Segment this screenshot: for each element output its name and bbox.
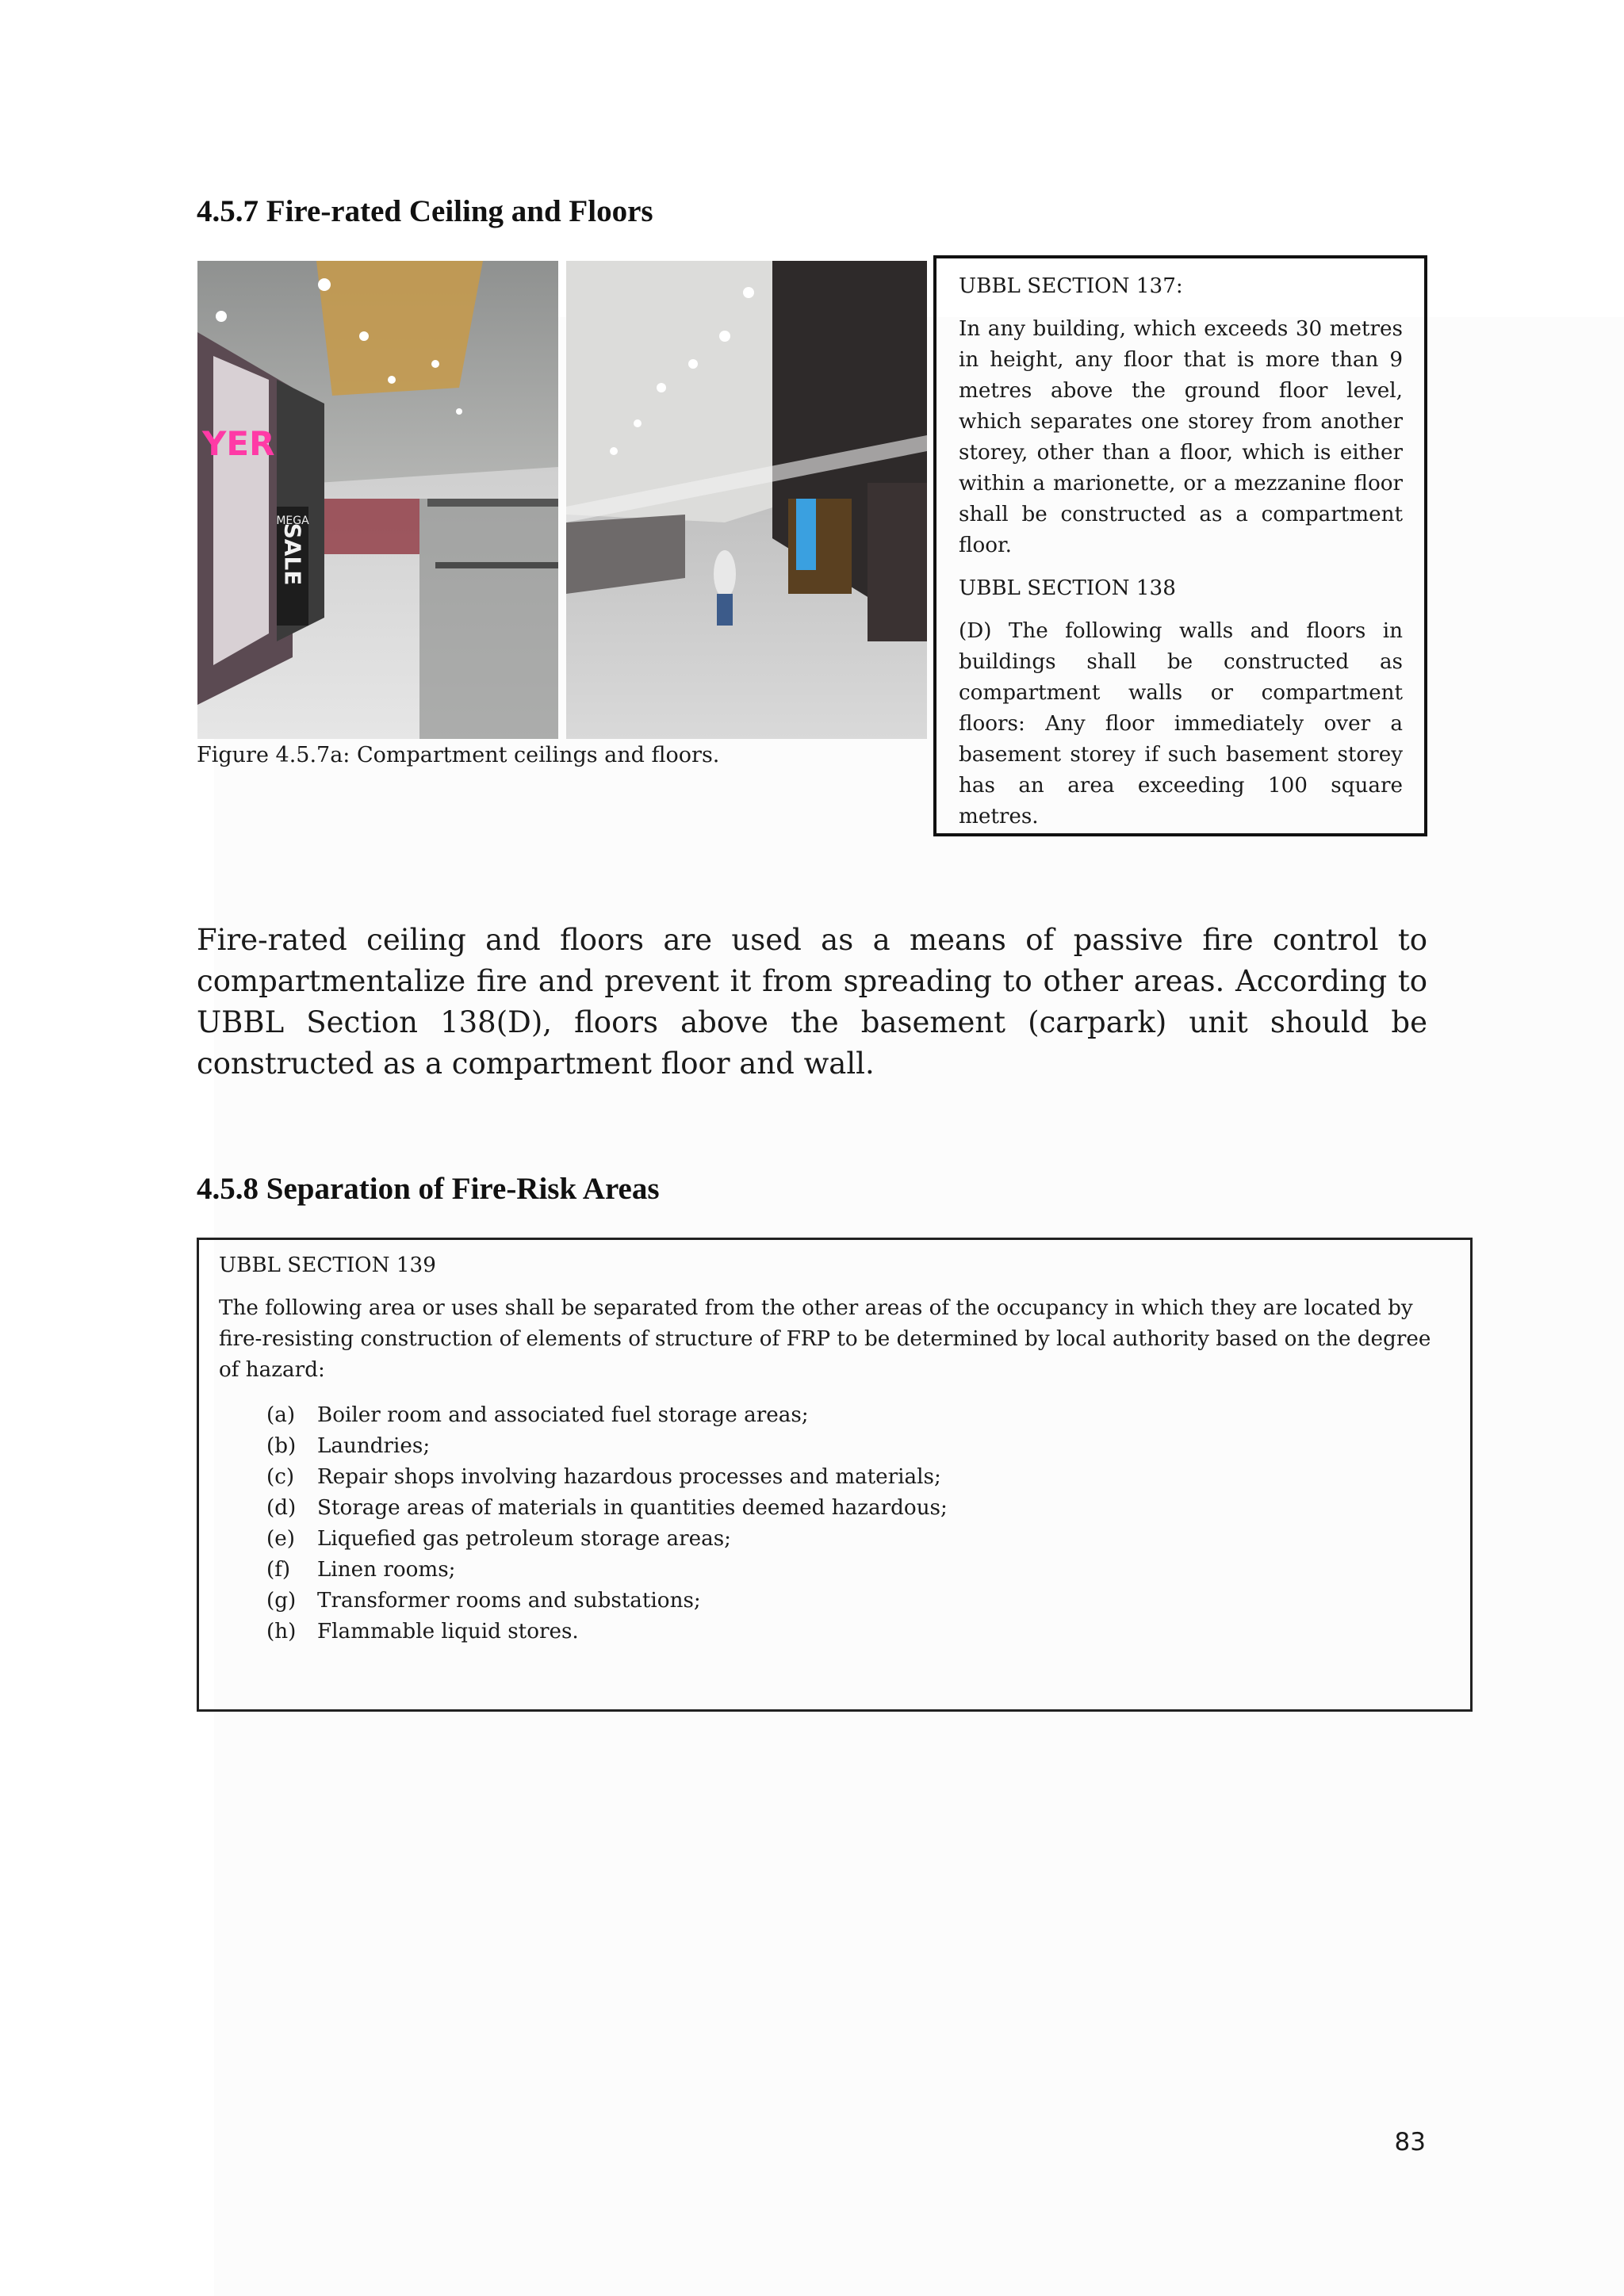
list-marker: (h) [266,1620,297,1644]
ubbl-139-intro: The following area or uses shall be separated from the other areas of the occupancy in which they are located by fire-resisting construction of elements of structure of FRP to be determined by local authority based on the degree of hazard: [219,1296,1431,1382]
store-sign-text: YER [202,424,275,463]
section-heading-4-5-8: 4.5.8 Separation of Fire-Risk Areas [197,1172,660,1206]
list-marker: (b) [266,1434,297,1458]
mall-corridor-photo-right [566,261,927,739]
list-item [266,1431,1450,1462]
list-item-text: Transformer rooms and substations; [317,1589,701,1613]
section-heading-4-5-7: 4.5.7 Fire-rated Ceiling and Floors [197,194,653,228]
ubbl-section-139-box [197,1238,1473,1712]
ubbl-138-text: (D) The following walls and floors in buildings shall be constructed as compartment walls or compartment floors: Any floor immediately over a basement storey if such basement storey has an area exceeding 100 square metres. [959,619,1403,828]
list-item [266,1524,1450,1555]
list-item-text: Boiler room and associated fuel storage areas; [317,1403,809,1427]
body-paragraph: Fire-rated ceiling and floors are used as a means of passive fire control to compartmentalize fire and prevent it from spreading to other areas. According to UBBL Section 138(D), floors above the basement (carpark) unit should be constructed as a compartment floor and wall. [197,923,1427,1081]
list-marker: (d) [266,1496,297,1520]
ubbl-137-text: In any building, which exceeds 30 metres in height, any floor that is more than 9 metres above the ground floor level, which separates one storey from another storey, other than a floor, which is either within a marionette, or a mezzanine floor shall be constructed as a compartment floor. [959,317,1403,557]
store-sign [201,424,274,463]
list-marker: (c) [266,1465,295,1489]
hazard-area-list [219,1400,1450,1647]
list-marker: (f) [266,1558,291,1582]
ubbl-139-title: UBBL SECTION 139 [219,1253,436,1277]
sale-banner-text: SALE [279,522,306,586]
figure-caption: Figure 4.5.7a: Compartment ceilings and floors. [197,743,720,767]
page-number: 83 [1394,2128,1426,2156]
mall-interior-photo-left [197,261,558,739]
sale-banner-small-text: MEGA [276,515,309,527]
ubbl-138-title: UBBL SECTION 138 [959,576,1176,600]
list-item [266,1400,1450,1431]
list-item-text: Storage areas of materials in quantities deemed hazardous; [317,1496,948,1520]
list-marker: (a) [266,1403,296,1427]
list-item [266,1617,1450,1647]
list-item-text: Laundries; [317,1434,431,1458]
list-item [266,1462,1450,1493]
list-marker: (g) [266,1589,297,1613]
list-item [266,1493,1450,1524]
list-marker: (e) [266,1527,295,1551]
sale-banner [276,507,309,626]
list-item-text: Linen rooms; [317,1558,456,1582]
list-item-text: Flammable liquid stores. [317,1620,579,1644]
ubbl-137-title: UBBL SECTION 137: [959,274,1183,298]
ubbl-sections-137-138-box [933,255,1427,836]
list-item [266,1555,1450,1586]
list-item-text: Liquefied gas petroleum storage areas; [317,1527,731,1551]
list-item-text: Repair shops involving hazardous processes and materials; [317,1465,941,1489]
list-item [266,1586,1450,1617]
